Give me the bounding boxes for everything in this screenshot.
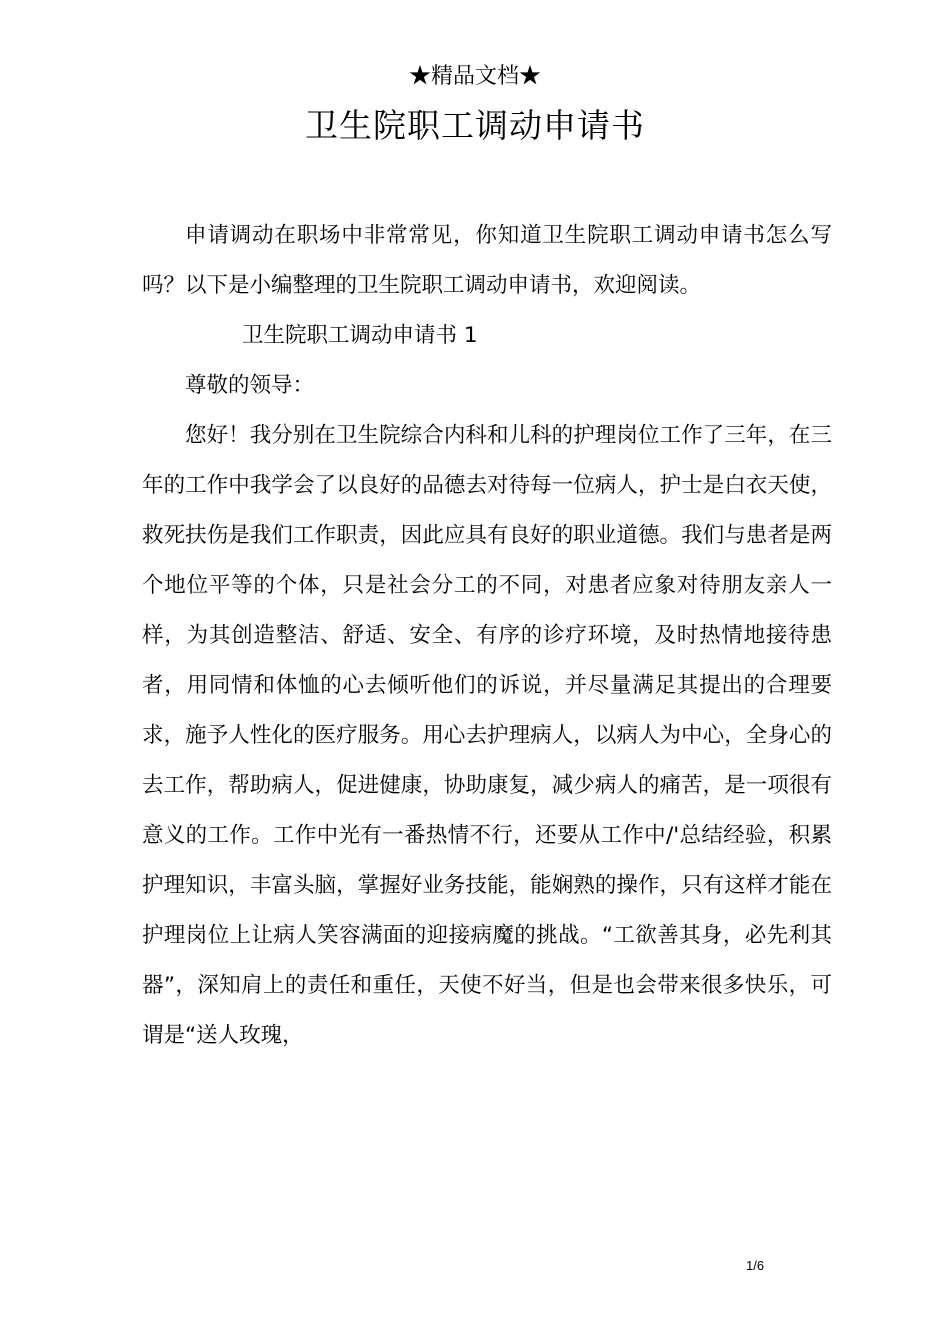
document-body <box>142 211 832 1061</box>
salutation: 尊敬的领导： <box>185 373 315 398</box>
section-subtitle: 卫生院职工调动申请书 1 <box>242 323 478 348</box>
header-tag: ★精品文档★ <box>408 64 541 89</box>
document-title: 卫生院职工调动申请书 <box>305 106 645 145</box>
page-number: 1/6 <box>746 1258 765 1273</box>
intro-paragraph: 申请调动在职场中非常常见，你知道卫生院职工调动申请书怎么写吗？以下是小编整理的卫生院职工调动申请书，欢迎阅读。 <box>142 223 832 298</box>
body-paragraph: 您好！我分别在卫生院综合内科和儿科的护理岗位工作了三年，在三年的工作中我学会了以良好的品德去对待每一位病人，护士是白衣天使，救死扶伤是我们工作职责，因此应具有良好的职业道德。我们与患者是两个地位平等的个体，只是社会分工的不同，对患者应象对待朋友亲人一样，为其创造整洁、舒适、安全、有序的诊疗环境，及时热情地接待患者，用同情和体恤的心去倾听他们的诉说，并尽量满足其提出的合理要求，施予人性化的医疗服务。用心去护理病人，以病人为中心，全身心的去工作，帮助病人，促进健康，协助康复，减少病人的痛苦，是一项很有意义的工作。工作中光有一番热情不行，还要从工作中/'总结经验，积累护理知识，丰富头脑，掌握好业务技能，能娴熟的操作，只有这样才能在护理岗位上让病人笑容满面的迎接病魔的挑战。“工欲善其身，必先利其器”，深知肩上的责任和重任，天使不好当，但是也会带来很多快乐，可谓是“送人玫瑰， <box>142 423 832 1048</box>
